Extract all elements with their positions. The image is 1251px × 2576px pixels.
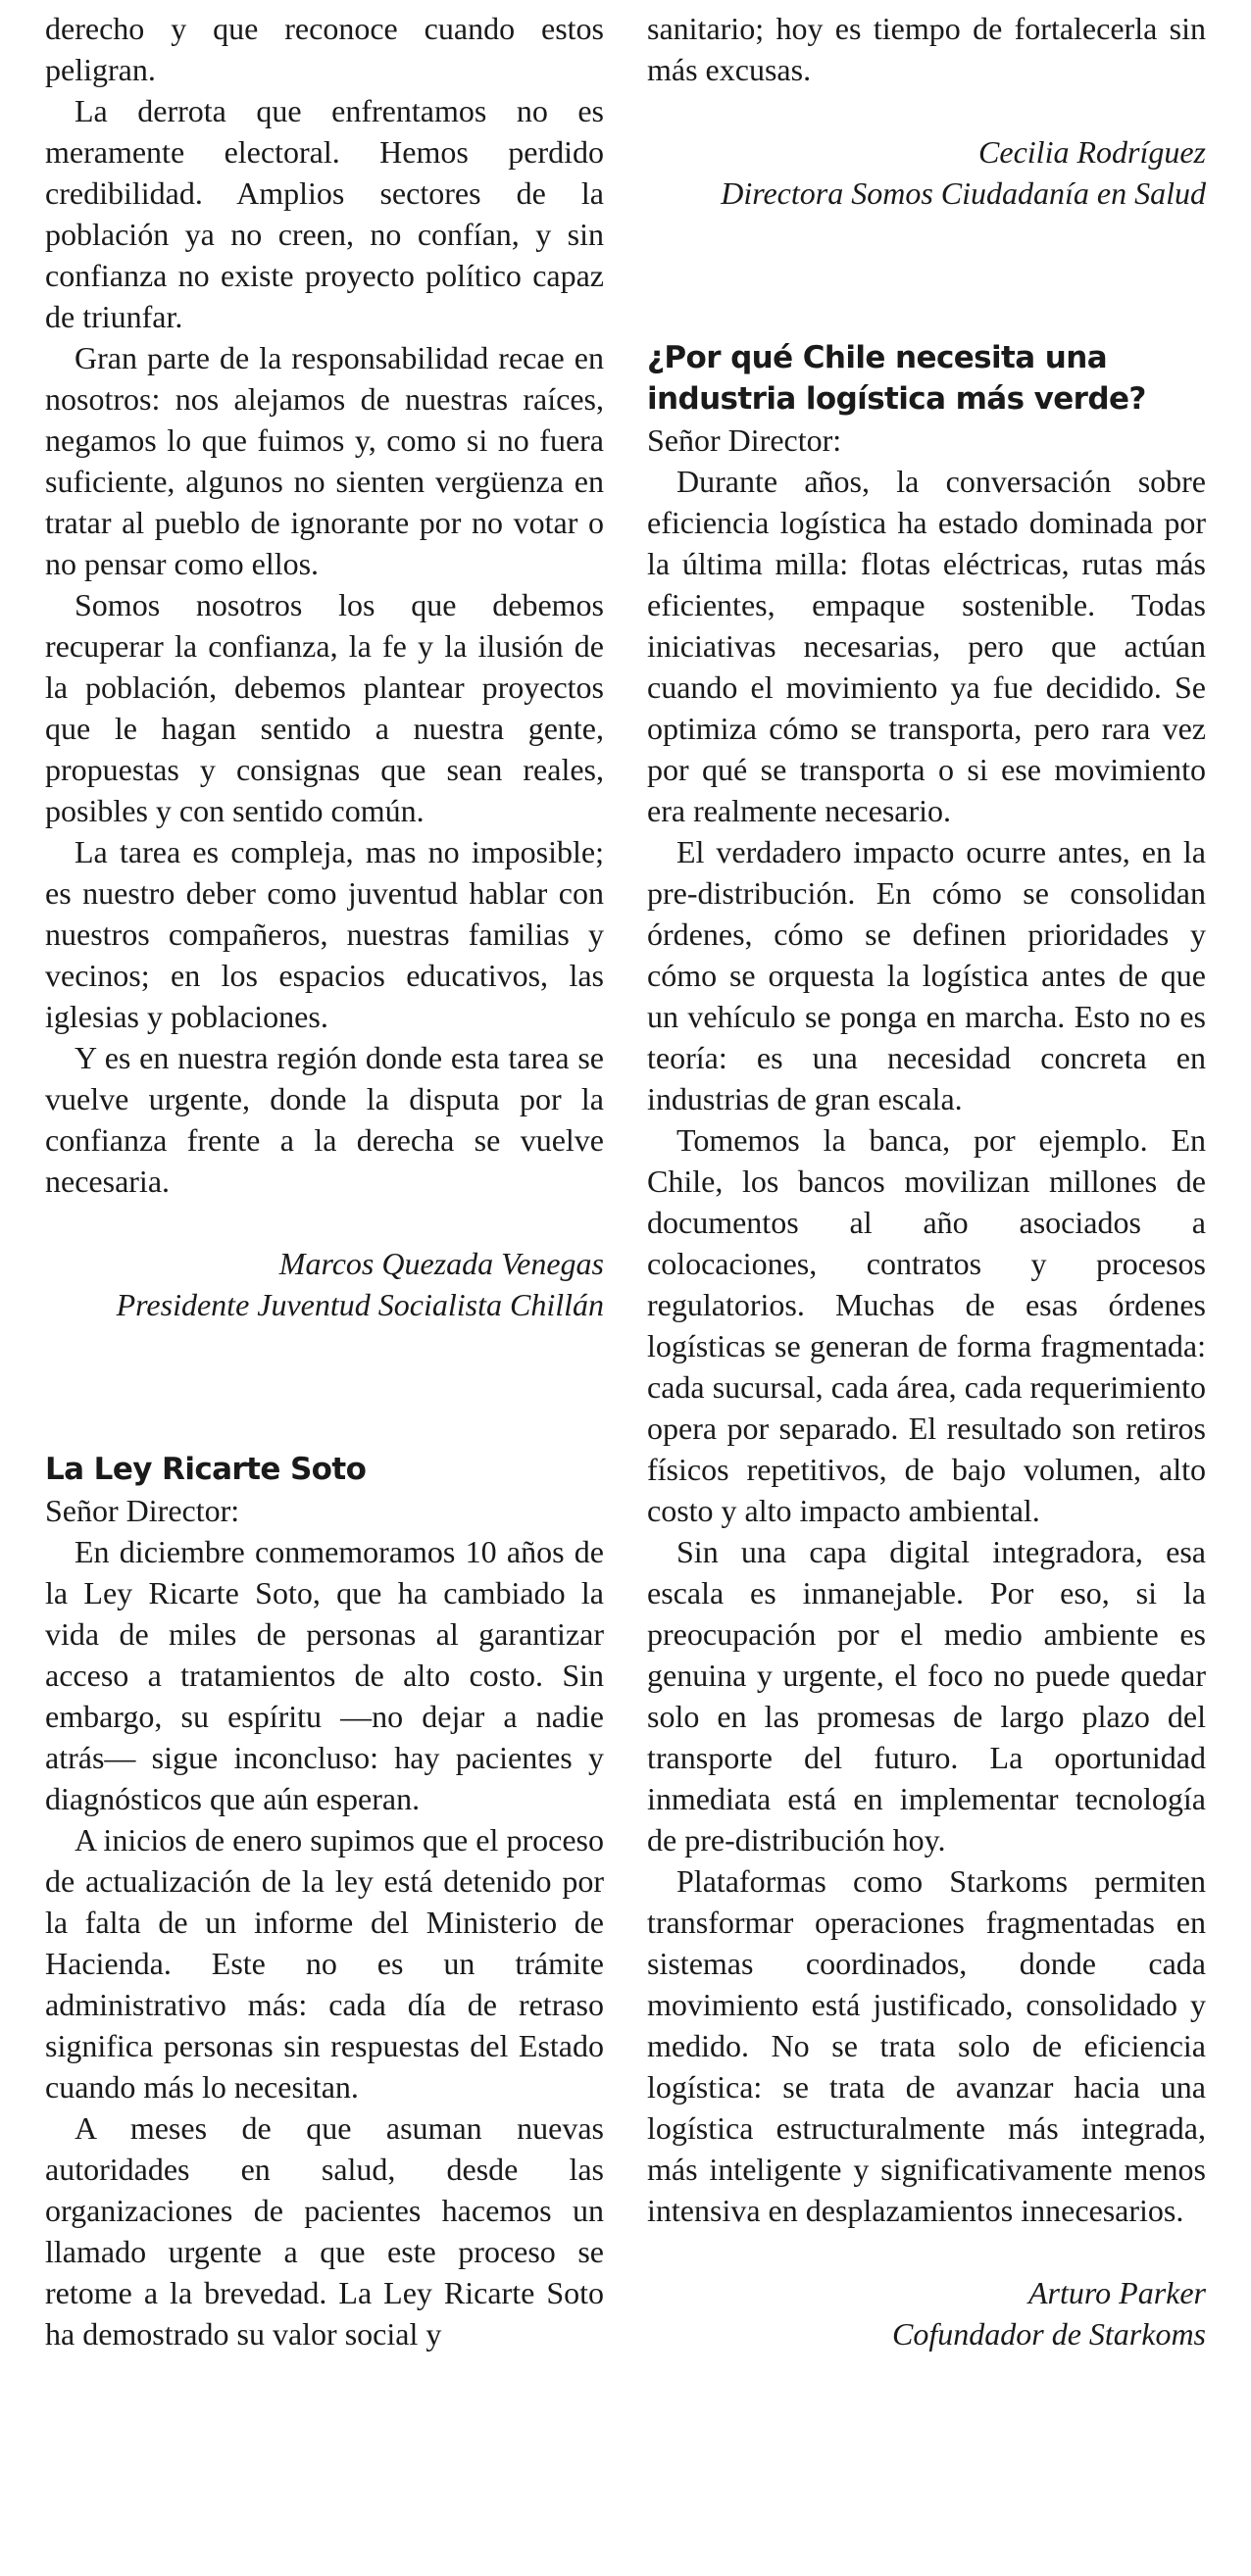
signature: [647, 2272, 1206, 2354]
letter-paragraph: Somos nosotros los que debemos recuperar la confianza, la fe y la ilusión de la población, debemos plantear proyectos que le hagan sentido a nuestra gente, propuestas y consignas que sean reales, posibles y con sentido común.: [45, 587, 604, 828]
letter-paragraph: A inicios de enero supimos que el proceso de actualización de la ley está detenido por la falta de un informe del Ministerio de Hacienda. Este no es un trámite administrativo más: cada día de retraso significa personas sin respuestas del Estado cuando más lo necesitan.: [45, 1822, 604, 2105]
signature-role: Cofundador de Starkoms: [892, 2316, 1206, 2352]
letter-ricarte-soto: [45, 1449, 604, 2354]
letter-paragraph: La derrota que enfrentamos no es meramente electoral. Hemos perdido credibilidad. Amplios sectores de la población ya no creen, no confían, y sin confianza no existe proyecto político capaz de triunfar.: [45, 93, 604, 334]
signature-author: Marcos Quezada Venegas: [278, 1246, 604, 1281]
signature-role: Presidente Juventud Socialista Chillán: [116, 1287, 604, 1322]
letter-salutation: Señor Director:: [647, 422, 842, 458]
letter-logistica-verde: [647, 337, 1206, 2354]
letter-title: [647, 337, 1206, 420]
signature-role: Directora Somos Ciudadanía en Salud: [721, 175, 1206, 211]
letter-paragraph: derecho y que reconoce cuando estos peligran.: [45, 11, 604, 87]
letter-ricarte-soto-continued: [647, 8, 1206, 214]
letter-title-line2: industria logística más verde?: [647, 381, 1146, 417]
letter-salutation: Señor Director:: [45, 1493, 240, 1528]
letter-paragraph: Y es en nuestra región donde esta tarea se vuelve urgente, donde la disputa por la confianza frente a la derecha se vuelve necesaria.: [45, 1040, 604, 1199]
letter-paragraph: Gran parte de la responsabilidad recae en nosotros: nos alejamos de nuestras raíces, negamos lo que fuimos y, como si no fuera suficiente, algunos no sienten vergüenza en tratar al pueblo de ignorante por no votar o no pensar como ellos.: [45, 340, 604, 581]
letter-paragraph: El verdadero impacto ocurre antes, en la pre-distribución. En cómo se consolidan órdenes, cómo se definen prioridades y cómo se orquesta la logística antes de que un vehículo se ponga en marcha. Esto no es teoría: es una necesidad concreta en industrias de gran escala.: [647, 834, 1206, 1116]
signature: [45, 1243, 604, 1325]
letter-paragraph: Plataformas como Starkoms permiten transformar operaciones fragmentadas en sistemas coordinados, donde cada movimiento está justificado, consolidado y medido. No se trata solo de eficiencia logística: se trata de avanzar hacia una logística estructuralmente más integrada, más inteligente y significativamente menos intensiva en desplazamientos innecesarios.: [647, 1863, 1206, 2228]
letter-title: La Ley Ricarte Soto: [45, 1452, 367, 1487]
letter-juventud-socialista: [45, 8, 604, 1325]
signature-author: Cecilia Rodríguez: [978, 134, 1206, 170]
letter-paragraph: Tomemos la banca, por ejemplo. En Chile, los bancos movilizan millones de documentos al año asociados a colocaciones, contratos y procesos regulatorios. Muchas de esas órdenes logísticas se generan de forma fragmentada: cada sucursal, cada área, cada requerimiento opera por separado. El resultado son retiros físicos repetitivos, de bajo volumen, alto costo y alto impacto ambiental.: [647, 1122, 1206, 1528]
signature: [647, 131, 1206, 214]
right-column: [647, 8, 1206, 2354]
letter-paragraph: La tarea es compleja, mas no imposible; es nuestro deber como juventud hablar con nuestros compañeros, nuestras familias y vecinos; en los espacios educativos, las iglesias y poblaciones.: [45, 834, 604, 1034]
letter-paragraph: Durante años, la conversación sobre eficiencia logística ha estado dominada por la última milla: flotas eléctricas, rutas más eficientes, empaque sostenible. Todas iniciativas necesarias, pero que actúan cuando el movimiento ya fue decidido. Se optimiza cómo se transporta, pero rara vez por qué se transporta o si ese movimiento era realmente necesario.: [647, 464, 1206, 828]
letter-paragraph: Sin una capa digital integradora, esa escala es inmanejable. Por eso, si la preocupación por el medio ambiente es genuina y urgente, el foco no puede quedar solo en las promesas de largo plazo del transporte del futuro. La oportunidad inmediata está en implementar tecnología de pre-distribución hoy.: [647, 1534, 1206, 1858]
left-column: [45, 8, 604, 2354]
signature-author: Arturo Parker: [1027, 2275, 1206, 2310]
letter-title-line1: ¿Por qué Chile necesita una: [647, 340, 1108, 375]
letter-paragraph: A meses de que asuman nuevas autoridades en salud, desde las organizaciones de pacientes hacemos un llamado urgente a que este proceso se retome a la brevedad. La Ley Ricarte Soto ha demostrado su valor social y: [45, 2110, 604, 2352]
letter-paragraph: sanitario; hoy es tiempo de fortalecerla sin más excusas.: [647, 11, 1206, 87]
letter-paragraph: En diciembre conmemoramos 10 años de la Ley Ricarte Soto, que ha cambiado la vida de miles de personas al garantizar acceso a tratamientos de alto costo. Sin embargo, su espíritu —no dejar a nadie atrás— sigue inconcluso: hay pacientes y diagnósticos que aún esperan.: [45, 1534, 604, 1816]
